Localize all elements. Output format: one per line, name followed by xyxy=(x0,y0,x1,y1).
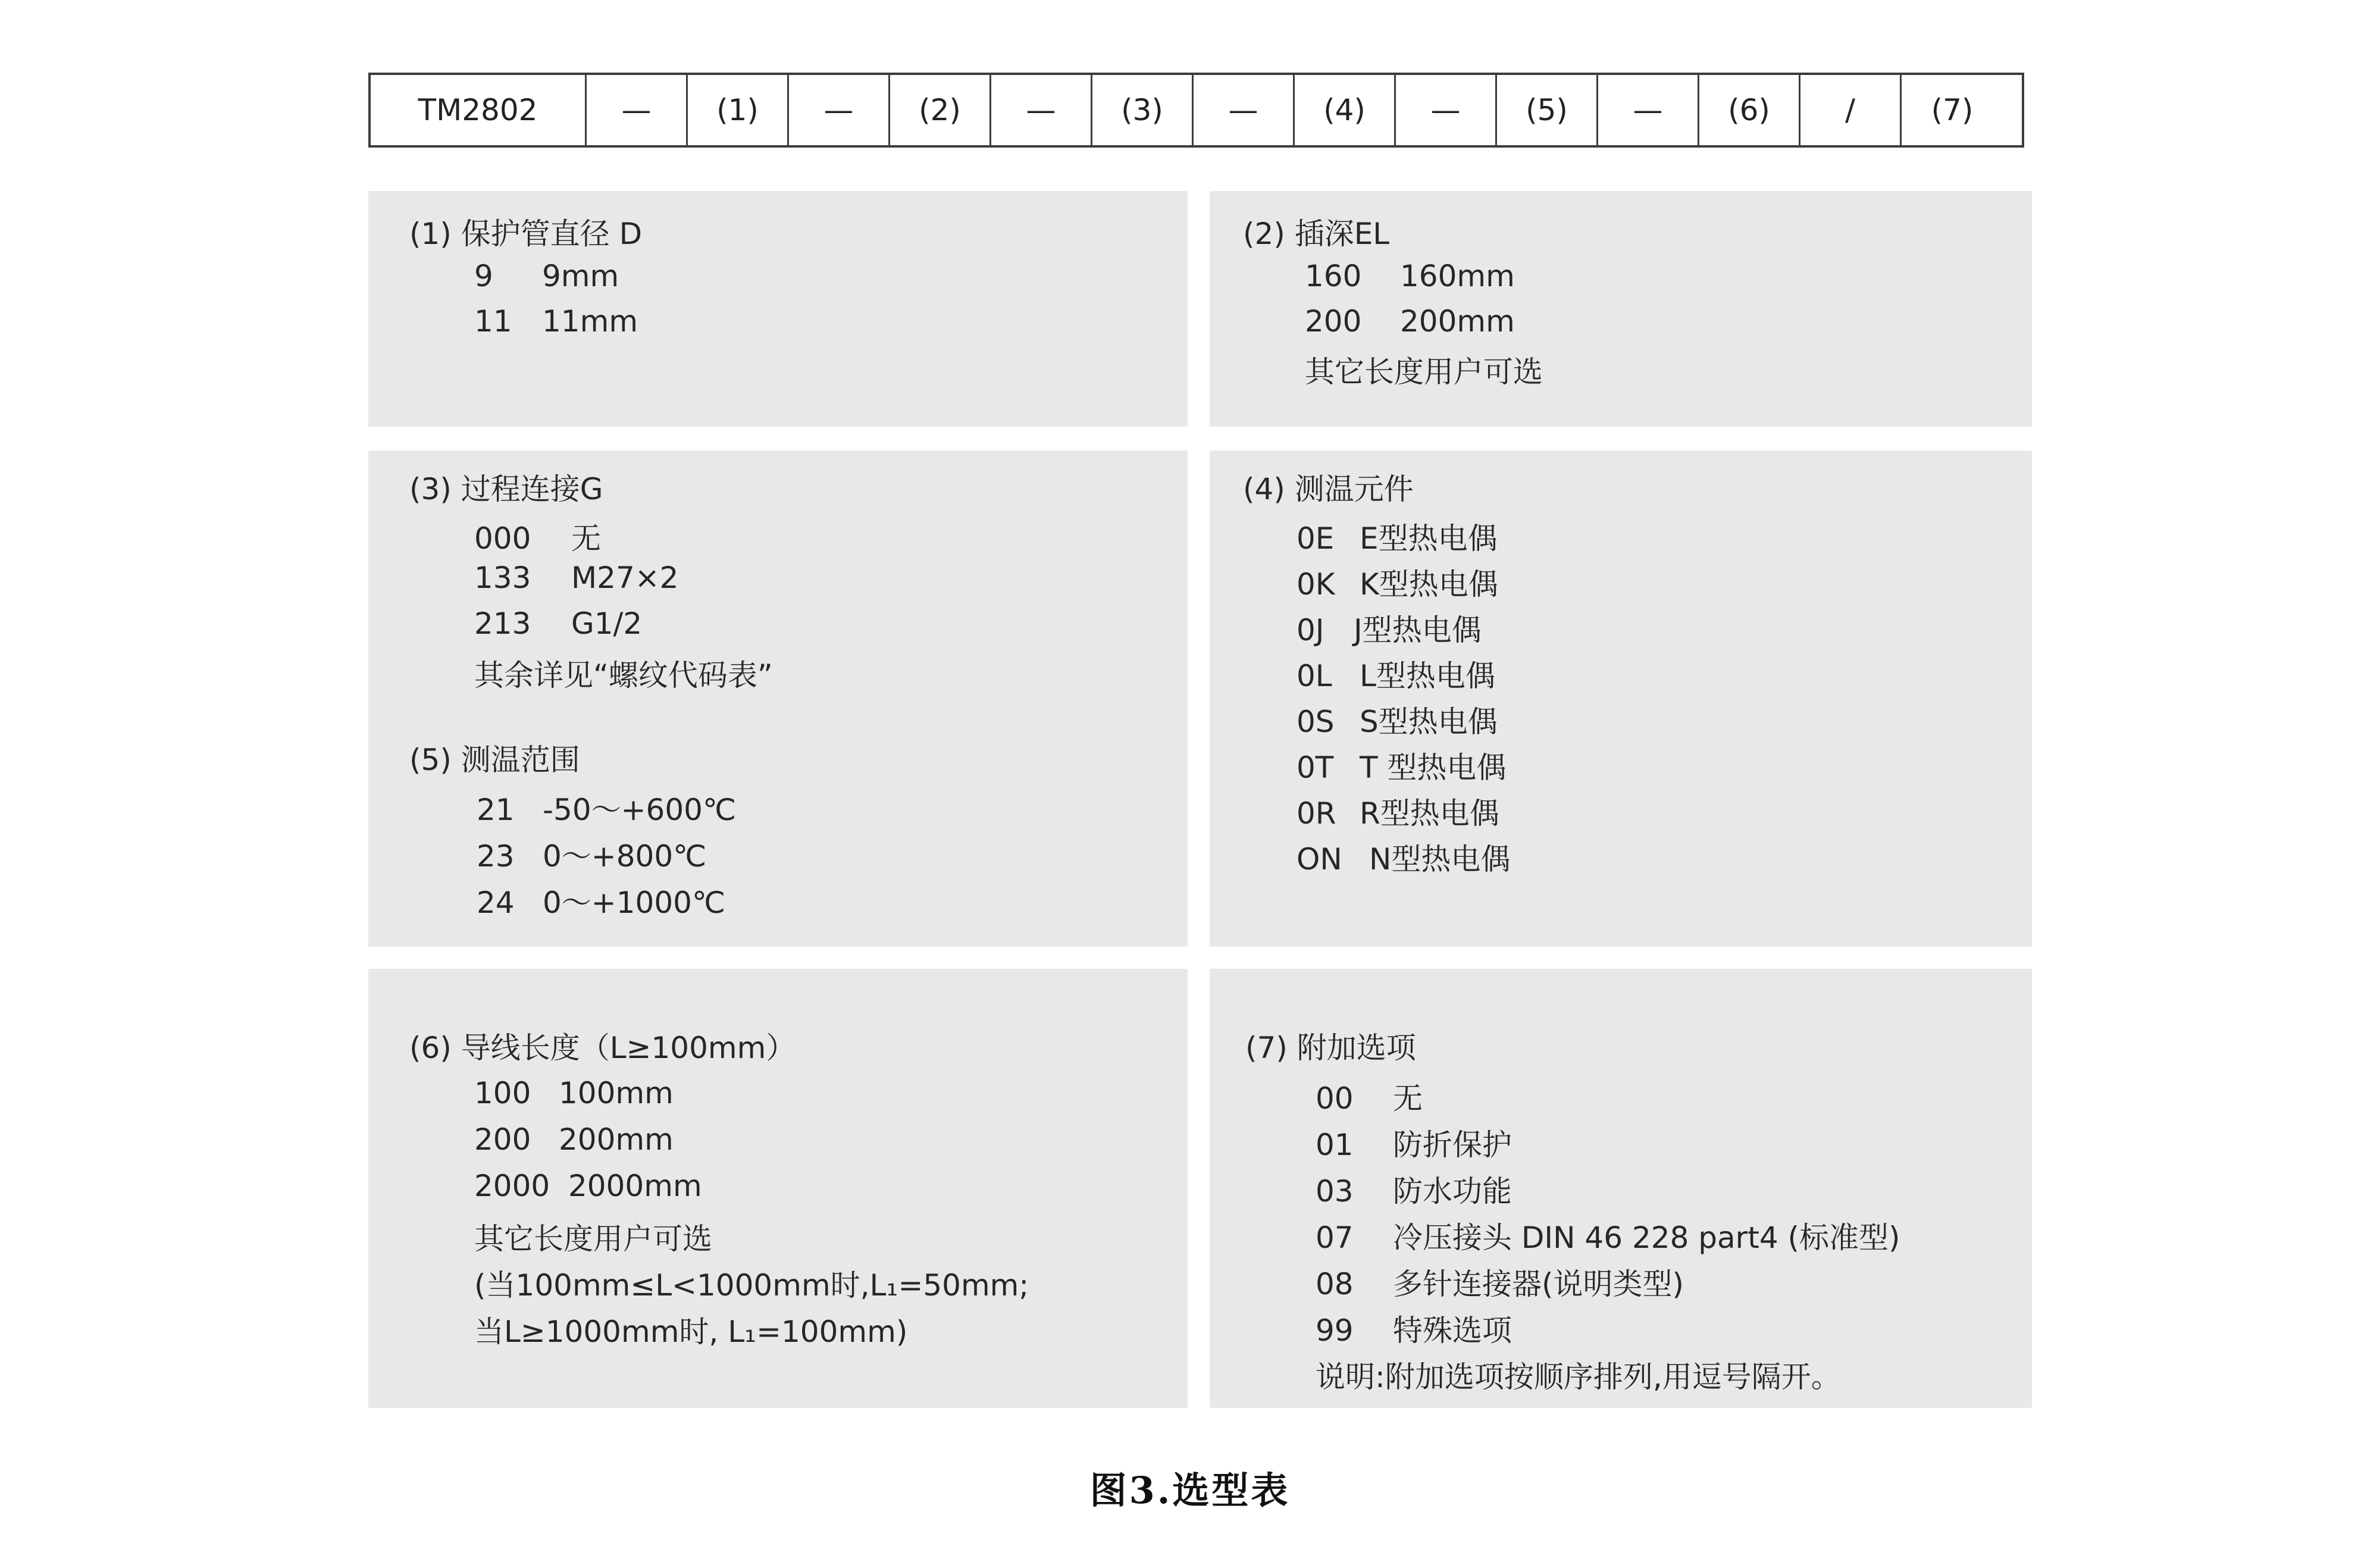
code-separator: — xyxy=(991,75,1092,145)
section-heading: (4) 测温元件 xyxy=(1243,472,1414,506)
option-code: 03 xyxy=(1316,1174,1354,1209)
section-note: 当L≥1000mm时, L₁=100mm) xyxy=(474,1314,908,1349)
option-row xyxy=(477,832,706,875)
panel-additional-options xyxy=(1210,969,2032,1408)
section-note: 其余详见“螺纹代码表” xyxy=(474,658,773,693)
option-row xyxy=(477,786,736,829)
option-desc: T 型热电偶 xyxy=(1360,750,1507,785)
code-separator: — xyxy=(1598,75,1699,145)
option-row xyxy=(1305,304,1515,339)
model-code-table xyxy=(368,73,2024,148)
option-desc: 160mm xyxy=(1400,259,1515,293)
option-code: 0L xyxy=(1297,659,1332,693)
option-code: 0E xyxy=(1297,521,1335,556)
section-heading: (3) 过程连接G xyxy=(409,472,603,506)
option-desc: S型热电偶 xyxy=(1360,705,1498,739)
option-code: 200 xyxy=(1305,304,1362,339)
option-row xyxy=(474,606,642,641)
option-code: 07 xyxy=(1316,1220,1354,1255)
option-row xyxy=(1297,744,1506,787)
panel-insertion-depth xyxy=(1210,191,2032,427)
code-separator: — xyxy=(1194,75,1295,145)
option-row xyxy=(1297,652,1495,695)
section-note: 其它长度用户可选 xyxy=(1305,355,1543,389)
option-row xyxy=(474,1122,674,1157)
panel-sensing-element xyxy=(1210,450,2032,947)
option-desc: 100mm xyxy=(559,1076,674,1110)
section-heading: (5) 测温范围 xyxy=(409,743,580,777)
option-desc: 9mm xyxy=(542,259,619,293)
option-desc: -50～+600℃ xyxy=(543,793,737,827)
panel-lead-length xyxy=(368,969,1188,1408)
option-code: 99 xyxy=(1316,1313,1354,1348)
option-desc: 防水功能 xyxy=(1393,1174,1512,1209)
panel-process-connection xyxy=(368,450,1188,947)
option-row xyxy=(474,1169,702,1203)
option-code: ON xyxy=(1297,842,1342,877)
option-code: 9 xyxy=(474,259,493,293)
section-note: 说明:附加选项按顺序排列,用逗号隔开。 xyxy=(1316,1360,1841,1394)
option-row xyxy=(1316,1307,1512,1350)
option-code: 100 xyxy=(474,1076,531,1110)
option-code: 08 xyxy=(1316,1267,1354,1301)
option-desc: J型热电偶 xyxy=(1354,613,1482,647)
option-row xyxy=(1297,698,1498,741)
option-code: 213 xyxy=(474,606,531,641)
option-row xyxy=(1297,790,1499,832)
option-row xyxy=(1316,1214,1900,1257)
option-code: 00 xyxy=(1316,1081,1354,1116)
option-code: 000 xyxy=(474,521,531,556)
option-code: 200 xyxy=(474,1122,531,1157)
option-row xyxy=(474,515,601,558)
option-desc: 无 xyxy=(571,521,601,556)
section-note: (当100mm≤L<1000mm时,L₁=50mm; xyxy=(474,1268,1029,1303)
option-code: 0R xyxy=(1297,796,1336,831)
code-separator-slash: / xyxy=(1800,75,1902,145)
option-row xyxy=(1316,1260,1684,1303)
option-code: 160 xyxy=(1305,259,1362,293)
option-desc: 0～+800℃ xyxy=(543,839,707,874)
option-row xyxy=(1316,1075,1423,1118)
option-code: 0T xyxy=(1297,750,1334,785)
option-desc: G1/2 xyxy=(571,606,643,641)
code-slot-6: (6) xyxy=(1699,75,1800,145)
option-desc: E型热电偶 xyxy=(1360,521,1498,556)
option-desc: R型热电偶 xyxy=(1360,796,1499,831)
section-heading: (6) 导线长度（L≥100mm） xyxy=(409,1031,796,1065)
option-code: 0K xyxy=(1297,567,1335,602)
option-desc: 无 xyxy=(1393,1081,1423,1116)
option-desc: 200mm xyxy=(1400,304,1515,339)
option-row xyxy=(474,304,638,339)
section-heading: (1) 保护管直径 D xyxy=(409,217,643,251)
option-row xyxy=(1305,259,1515,293)
panel-tube-diameter xyxy=(368,191,1188,427)
option-desc: L型热电偶 xyxy=(1360,659,1495,693)
option-desc: 200mm xyxy=(559,1122,674,1157)
option-desc: N型热电偶 xyxy=(1369,842,1511,877)
figure-caption: 图3.选型表 xyxy=(1089,1469,1291,1512)
option-row xyxy=(477,879,725,922)
code-slot-7: (7) xyxy=(1931,93,1974,127)
section-heading: (2) 插深EL xyxy=(1243,217,1390,251)
option-row xyxy=(474,1076,674,1110)
code-slot-4: (4) xyxy=(1295,75,1396,145)
option-code: 2000 xyxy=(474,1169,550,1203)
option-row xyxy=(474,561,678,595)
option-code: 21 xyxy=(477,793,515,827)
option-desc: 11mm xyxy=(542,304,638,339)
option-code: 0J xyxy=(1297,613,1324,647)
option-desc: M27×2 xyxy=(571,561,679,595)
option-code: 24 xyxy=(477,885,515,920)
code-slot-5: (5) xyxy=(1497,75,1598,145)
code-separator: — xyxy=(1396,75,1497,145)
option-desc: 多针连接器(说明类型) xyxy=(1393,1267,1684,1301)
option-row xyxy=(1297,561,1498,603)
code-slot-3: (3) xyxy=(1092,75,1194,145)
section-note: 其它长度用户可选 xyxy=(474,1222,712,1256)
option-code: 0S xyxy=(1297,705,1335,739)
option-desc: 特殊选项 xyxy=(1393,1313,1512,1348)
code-separator: — xyxy=(587,75,688,145)
option-row xyxy=(1316,1121,1512,1164)
option-desc: 冷压接头 DIN 46 228 part4 (标准型) xyxy=(1393,1220,1900,1255)
option-row xyxy=(1297,515,1498,558)
code-slot-2: (2) xyxy=(890,75,991,145)
option-row xyxy=(474,259,619,293)
code-slot-1: (1) xyxy=(688,75,789,145)
option-desc: 2000mm xyxy=(568,1169,702,1203)
option-desc: 0～+1000℃ xyxy=(543,885,726,920)
option-code: 23 xyxy=(477,839,515,874)
section-heading: (7) 附加选项 xyxy=(1245,1031,1416,1065)
option-row xyxy=(1297,606,1482,649)
option-code: 01 xyxy=(1316,1128,1354,1162)
option-code: 11 xyxy=(474,304,512,339)
option-desc: K型热电偶 xyxy=(1360,567,1498,602)
option-desc: 防折保护 xyxy=(1393,1128,1512,1162)
code-separator: — xyxy=(789,75,890,145)
option-code: 133 xyxy=(474,561,531,595)
option-row xyxy=(1297,835,1510,878)
option-row xyxy=(1316,1168,1512,1210)
model-code-cell: TM2802 xyxy=(371,75,587,145)
